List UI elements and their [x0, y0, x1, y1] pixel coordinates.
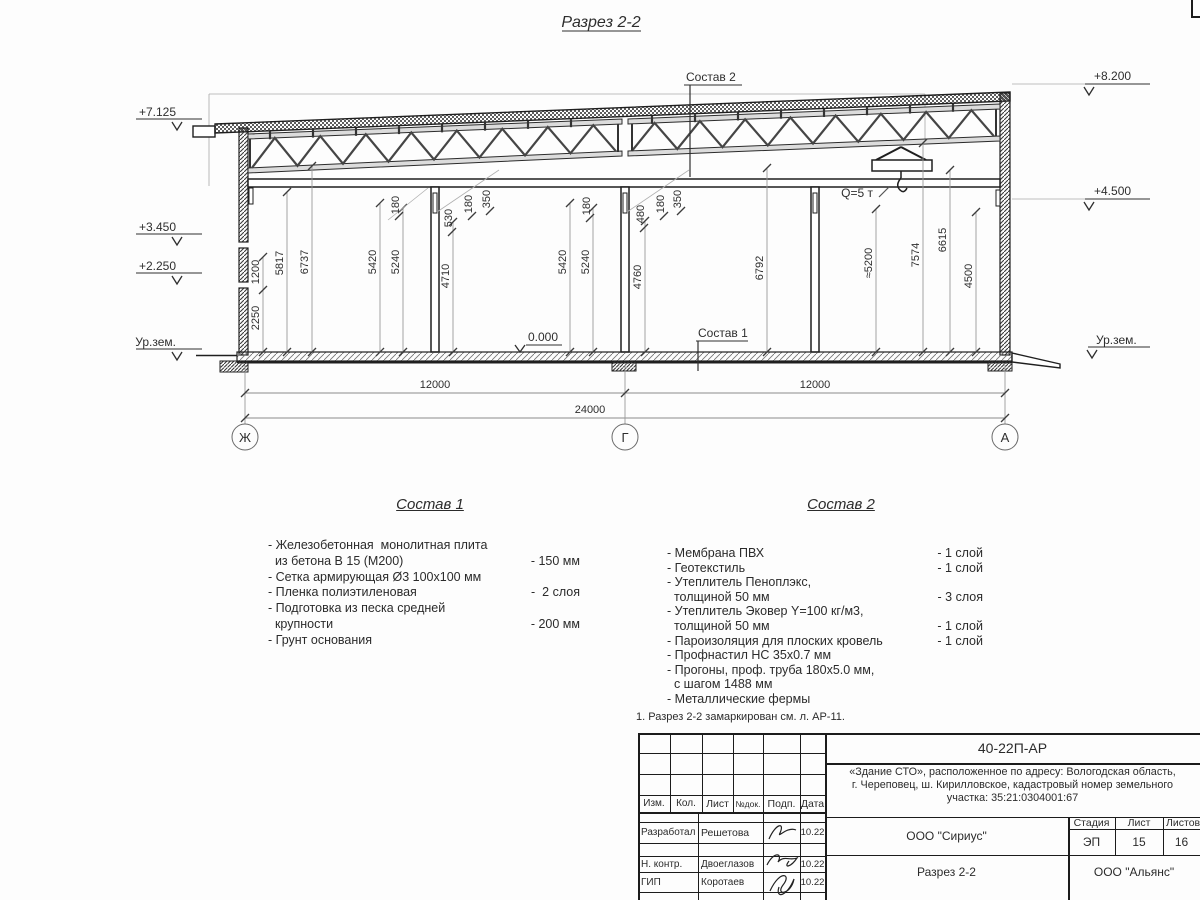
ground-level-mark [135, 335, 202, 360]
item-value: - 150 мм [530, 553, 580, 568]
dim-label: 6737 [299, 249, 311, 275]
sign-date: 10.22 [800, 827, 825, 838]
level-arrow-icon [1084, 87, 1094, 95]
level-arrow-icon [172, 122, 182, 130]
ground-level-mark [1087, 333, 1150, 358]
col-header-podp: Подп. [767, 797, 796, 810]
project-line: «Здание СТО», расположенное по адресу: Вологодская область, [849, 766, 1176, 778]
dim-label: 5240 [580, 249, 592, 275]
dim-label: 350 [672, 189, 684, 209]
project-line: г. Череповец, ш. Кирилловское, кадастровый номер земельного [851, 779, 1174, 791]
callout-sostav1-label: Состав 1 [698, 326, 748, 340]
footing-right [988, 361, 1012, 371]
roof-gutter [193, 126, 215, 137]
list-item [268, 554, 580, 570]
axis-label: Г [621, 430, 629, 445]
frame-corner [1191, 16, 1200, 18]
zero-level-mark [515, 330, 562, 352]
dim-label: 5817 [274, 250, 286, 276]
dim-label: 12000 [419, 379, 451, 391]
dim-label: ≈5200 [863, 247, 875, 279]
doc-number: 40-22П-АР [977, 740, 1048, 756]
sheet-note: 1. Разрез 2-2 замаркирован см. л. АР-11. [636, 711, 845, 723]
signature [767, 855, 797, 866]
signature [770, 876, 794, 895]
item-text: - Геотекстиль [667, 560, 746, 575]
dim-label: 6615 [937, 227, 949, 253]
roof-slab [193, 92, 1010, 137]
dim-label: 480 [635, 204, 647, 224]
dim-label: 7574 [910, 242, 922, 268]
item-text: крупности [268, 616, 334, 631]
list-item [268, 570, 580, 586]
elevation-mark [1012, 184, 1150, 210]
list-item [667, 619, 983, 634]
signatures [763, 817, 800, 900]
list-item [667, 590, 983, 605]
elevation-label: +2.250 [138, 259, 176, 273]
col-header-data: Дата [800, 797, 825, 810]
item-text: с шагом 1488 мм [667, 677, 773, 692]
dim-label: 2250 [250, 305, 262, 331]
dim-label: 4500 [963, 263, 975, 289]
list-item [268, 601, 580, 617]
sostav1-title: Состав 1 [396, 496, 464, 513]
item-text: - Утеплитель Эковер Y=100 кг/м3, [667, 604, 864, 619]
sheets-total: 16 [1174, 835, 1189, 849]
elevation-mark [1012, 69, 1150, 95]
role-label: Разработал [641, 827, 696, 838]
footing-left [220, 361, 248, 372]
stage-value: ЭП [1082, 835, 1101, 849]
axis-bubbles [232, 424, 1018, 450]
elevation-label: +8.200 [1094, 69, 1132, 83]
level-arrow-icon [172, 237, 182, 245]
runway-beam [248, 179, 1000, 187]
item-text: - Прогоны, проф. труба 180х5.0 мм, [667, 662, 875, 677]
page-title: Разрез 2-2 [561, 14, 641, 31]
list-item [667, 561, 983, 576]
role-label: Н. контр. [641, 858, 683, 870]
list-item [667, 677, 983, 692]
item-text: толщиной 50 мм [667, 618, 770, 633]
person-name: Решетова [701, 826, 750, 839]
dim-label: 180 [655, 194, 667, 214]
sheet-number: 15 [1132, 835, 1146, 849]
item-text: - Пароизоляция для плоских кровель [667, 633, 883, 648]
sign-date: 10.22 [800, 876, 825, 888]
elevation-label: Ур.зем. [135, 335, 176, 349]
dim-label: 5240 [390, 249, 402, 275]
item-value: - 2 слоя [531, 585, 580, 600]
dim-label: 180 [463, 194, 475, 214]
axis-label: Ж [238, 430, 252, 445]
item-value: - 3 слоя [937, 589, 983, 604]
elevation-label: +7.125 [138, 105, 176, 119]
item-text: - Грунт основания [268, 632, 373, 647]
dim-label: 6792 [754, 255, 766, 281]
sheets-label: Листов [1166, 817, 1200, 829]
callout-sostav2 [684, 70, 742, 177]
vertical-dim-labels [250, 190, 975, 330]
list-item [667, 546, 983, 561]
level-arrow-icon [1084, 202, 1094, 210]
floor-slab [196, 352, 1060, 372]
footing-middle [612, 361, 636, 371]
elevation-mark [136, 220, 202, 245]
callout-sostav2-label: Состав 2 [686, 70, 736, 84]
item-text: - Мембрана ПВХ [667, 546, 765, 560]
ramp-right [1012, 353, 1060, 368]
item-value: - 1 слой [937, 546, 983, 560]
zero-level-label: 0.000 [528, 330, 559, 344]
list-item [667, 663, 983, 678]
item-text: из бетона В 15 (М200) [268, 553, 404, 568]
list-item [667, 604, 983, 619]
list-item [268, 538, 580, 554]
col-header-ndok: №док. [735, 798, 761, 809]
title-block [638, 733, 1200, 900]
frame-corner [1191, 0, 1193, 17]
list-item [268, 617, 580, 633]
level-arrow-icon [515, 345, 525, 352]
item-text: - Пленка полиэтиленовая [268, 585, 417, 600]
sostav2-list [667, 546, 983, 707]
item-value: - 1 слой [937, 560, 983, 575]
right-wall [1000, 93, 1010, 355]
elevation-mark [136, 105, 202, 130]
dim-label: 12000 [799, 379, 831, 391]
project-line: участка: 35:21:0304001:67 [946, 792, 1079, 804]
elevation-label: Ур.зем. [1096, 333, 1137, 347]
item-text: - Профнастил НС 35х0.7 мм [667, 648, 832, 663]
level-arrow-icon [172, 276, 182, 284]
sheet-title: Разрез 2-2 [917, 864, 976, 879]
list-item [667, 575, 983, 590]
sign-date: 10.22 [800, 858, 825, 870]
dim-label: 4760 [632, 264, 644, 290]
person-name: Двоеглазов [701, 858, 755, 870]
sheet-label: Лист [1127, 817, 1151, 829]
item-value: - 1 слой [937, 618, 983, 633]
item-text: толщиной 50 мм [667, 589, 770, 604]
level-arrow-icon [1087, 350, 1097, 358]
sostav1-list [268, 538, 580, 649]
dim-label: 350 [481, 189, 493, 209]
col-header-izm: Изм. [643, 798, 665, 809]
axis-label: А [1000, 430, 1010, 445]
list-item [268, 585, 580, 601]
list-item [667, 692, 983, 707]
level-arrow-icon [172, 352, 182, 360]
list-item [268, 633, 580, 649]
elevation-mark [136, 259, 202, 284]
dim-label: 5420 [557, 249, 569, 275]
dim-label: 180 [390, 195, 402, 215]
dim-label: 24000 [574, 404, 606, 416]
dim-label: 180 [581, 196, 593, 216]
item-value: - 200 мм [530, 616, 580, 631]
signature [769, 826, 796, 839]
item-text: - Железобетонная монолитная плита [268, 538, 488, 552]
dim-label: 5420 [367, 249, 379, 275]
person-name: Коротаев [701, 876, 745, 888]
dim-label: 1200 [250, 259, 262, 285]
design-org: ООО "Сириус" [906, 829, 987, 843]
project-description [825, 766, 1200, 805]
item-text: - Утеплитель Пеноплэкс, [667, 575, 812, 590]
item-value: - 1 слой [937, 633, 983, 648]
left-wall [239, 128, 248, 355]
stage-label: Стадия [1073, 817, 1110, 829]
sostav2-title: Состав 2 [807, 496, 875, 513]
client-org: ООО "Альянс" [1093, 864, 1175, 879]
columns [249, 187, 1000, 352]
col-header-kol: Кол. [676, 798, 696, 809]
list-item [667, 634, 983, 649]
item-text: - Металлические фермы [667, 691, 811, 706]
col-header-list: Лист [706, 797, 729, 810]
callout-sostav1 [696, 326, 748, 371]
elevation-label: +4.500 [1094, 184, 1132, 198]
crane-capacity-label: Q=5 т [841, 186, 873, 200]
dim-label: 530 [443, 208, 455, 228]
item-text: - Сетка армирующая Ø3 100х100 мм [268, 569, 482, 584]
elevation-label: +3.450 [138, 220, 176, 234]
dim-label: 4710 [440, 263, 452, 289]
horizontal-dimension-lines [241, 365, 1009, 424]
item-text: - Подготовка из песка средней [268, 601, 446, 616]
elevation-marks-right [1012, 69, 1150, 358]
role-label: ГИП [641, 876, 661, 888]
list-item [667, 648, 983, 663]
elevation-marks-left [135, 105, 202, 360]
